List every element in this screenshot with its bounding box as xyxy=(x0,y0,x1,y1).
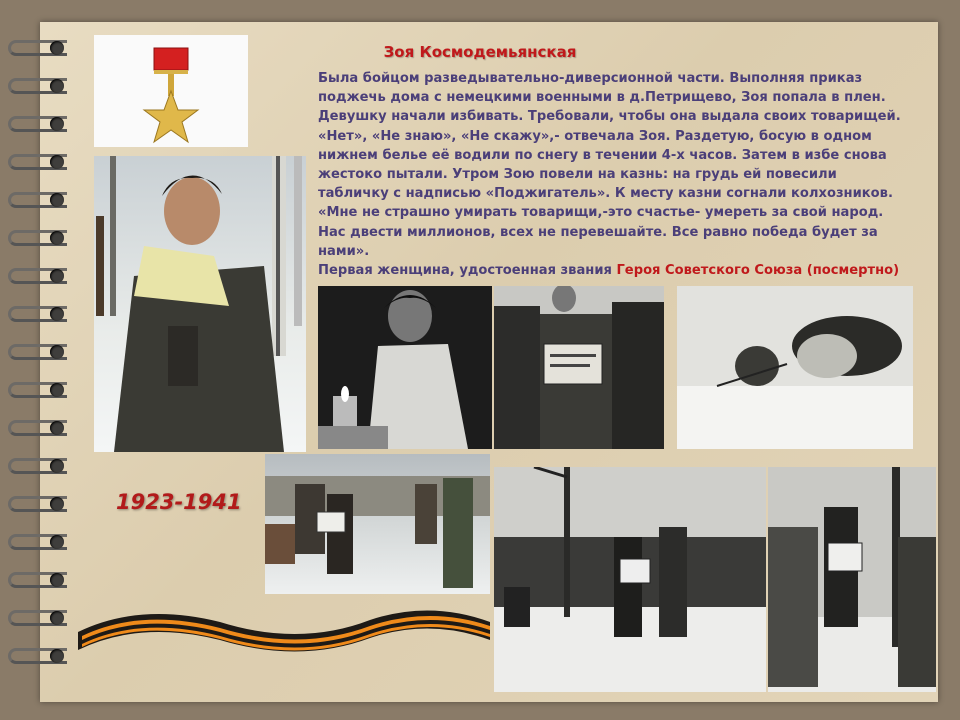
body-line: поджечь дома с немецкими военными в д.Петрищево, Зоя попала в плен. xyxy=(318,90,886,106)
binding-hole xyxy=(50,497,64,511)
placard-photo xyxy=(494,286,664,449)
honor-line xyxy=(318,261,923,280)
binding-hole xyxy=(50,269,64,283)
procession-painting xyxy=(265,454,490,594)
binding-hole xyxy=(50,573,64,587)
captivity-painting xyxy=(318,286,492,449)
binding-hole xyxy=(50,231,64,245)
honor-prefix: Первая женщина, удостоенная звания xyxy=(318,263,617,279)
snow-photo xyxy=(677,286,913,449)
binding-hole xyxy=(50,79,64,93)
binding-hole xyxy=(50,345,64,359)
binding-hole xyxy=(50,535,64,549)
page-title: Зоя Космодемьянская xyxy=(383,43,577,61)
body-line: табличку с надписью «Поджигатель». К месту казни согнали колхозников. xyxy=(318,186,893,202)
body-line: нижнем белье её водили по снегу в течении 4-х часов. Затем в избе снова xyxy=(318,147,887,163)
binding-hole xyxy=(50,383,64,397)
body-line: Нас двести миллионов, всех не перевешайте. Все равно победа будет за xyxy=(318,224,878,240)
binding-hole xyxy=(50,193,64,207)
body-line: Была бойцом разведывательно-диверсионной части. Выполняя приказ xyxy=(318,71,863,86)
binding-hole xyxy=(50,421,64,435)
body-line: нами». xyxy=(318,243,370,259)
binding-hole xyxy=(50,459,64,473)
portrait-painting xyxy=(94,156,306,452)
binding-hole xyxy=(50,155,64,169)
biography-text xyxy=(318,69,923,280)
execution-photo xyxy=(768,467,936,692)
medal-image xyxy=(94,35,248,147)
gallows-photo xyxy=(494,467,766,692)
body-line: «Мне не страшно умирать товарищи,-это счастье- умереть за свой народ. xyxy=(318,205,884,221)
body-line: «Нет», «Не знаю», «Не скажу»,- отвечала Зоя. Раздетую, босую в одном xyxy=(318,128,872,144)
binding-hole xyxy=(50,41,64,55)
body-line: жестоко пытали. Утром Зою повели на казнь: на грудь ей повесили xyxy=(318,167,837,183)
gold-star-medal-icon xyxy=(94,35,248,147)
binding-hole xyxy=(50,307,64,321)
life-years: 1923-1941 xyxy=(116,490,242,514)
body-line: Девушку начали избивать. Требовали, чтобы она выдала своих товарищей. xyxy=(318,109,901,125)
binding-hole xyxy=(50,611,64,625)
binding-hole xyxy=(50,117,64,131)
honor-highlight: Героя Советского Союза (посмертно) xyxy=(616,263,900,279)
st-george-ribbon-icon xyxy=(70,592,500,672)
binding-hole xyxy=(50,649,64,663)
